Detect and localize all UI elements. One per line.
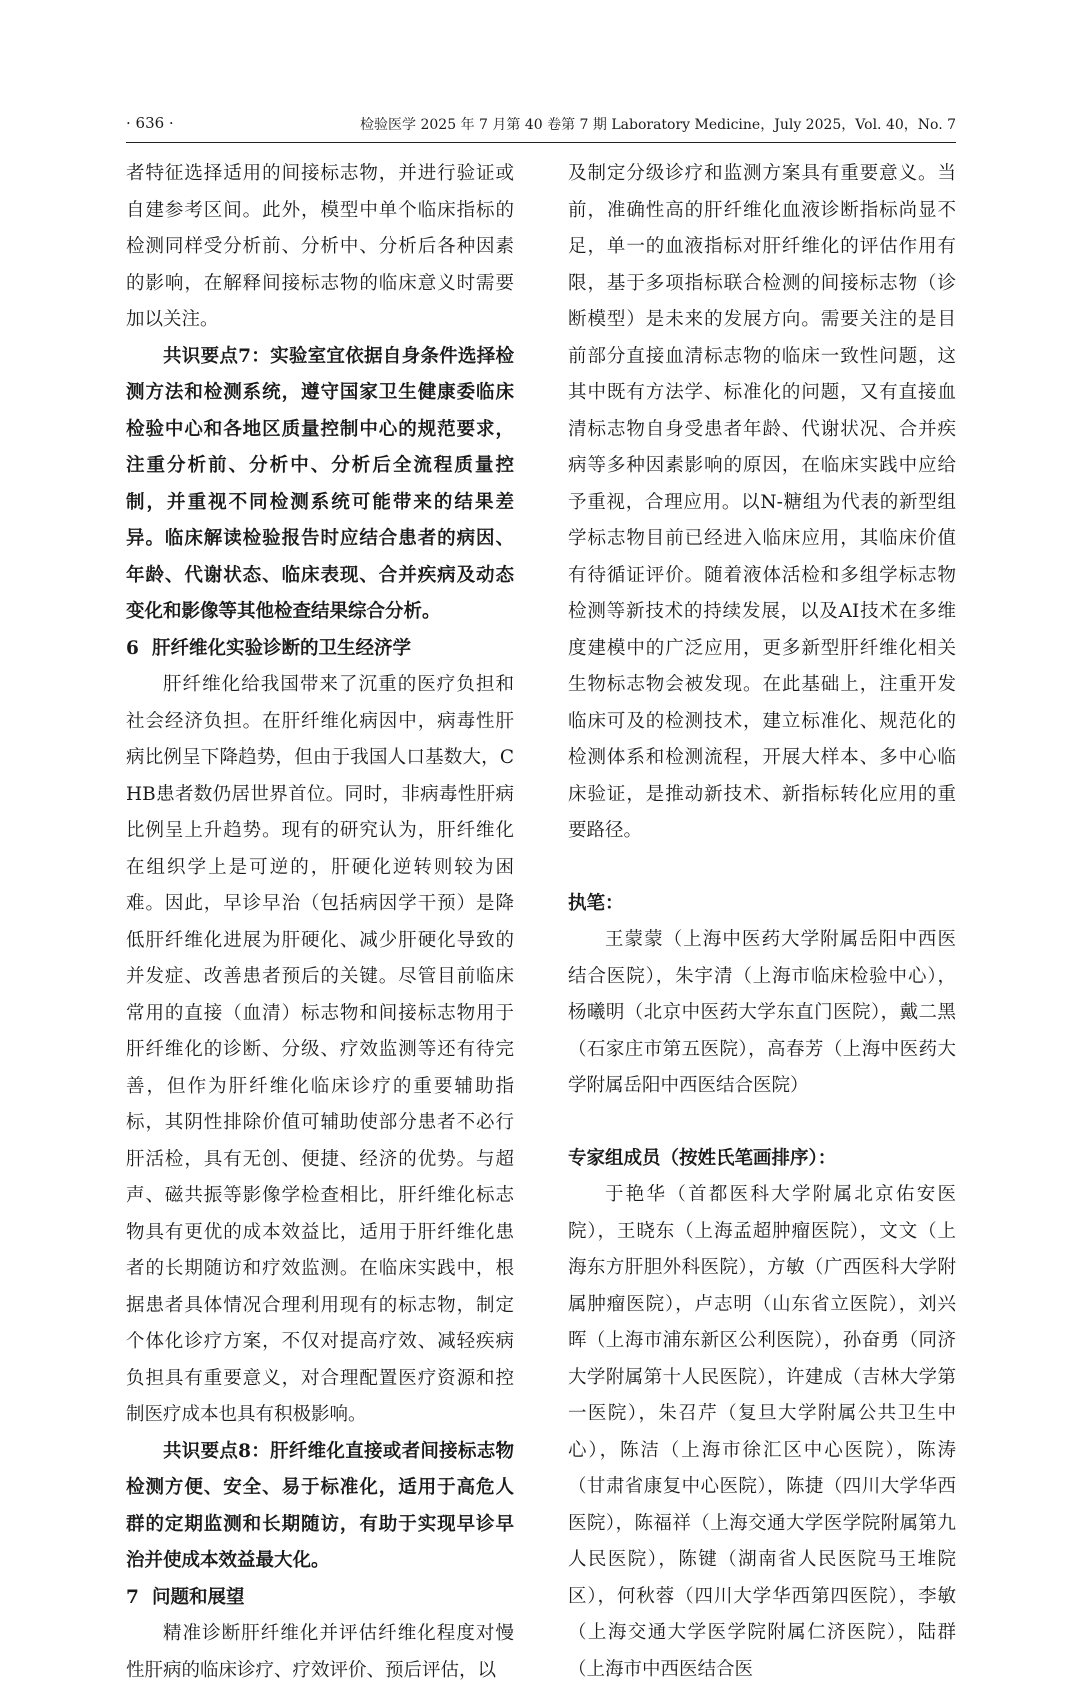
left-column xyxy=(126,156,514,1689)
paragraph: 精准诊断肝纤维化并评估纤维化程度对慢性肝病的临床诊疗、疗效评价、预后评估，以 xyxy=(126,1623,514,1681)
authors-heading: 执笔： xyxy=(568,892,624,914)
paragraph: 及制定分级诊疗和监测方案具有重要意义。当前，准确性高的肝纤维化血液诊断指标尚显不足，单一的血液指标对肝纤维化的评估作用有限，基于多项指标联合检测的间接标志物（诊断模型）是未来的发展方向。需要关注的是目前部分直接血清标志物的临床一致性问题，这其中既有方法学、标准化的问题，又有直接血清标志物自身受患者年龄、代谢状况、合并疾病等多种因素影响的原因，在临床实践中应给予重视，合理应用。以N-糖组为代表的新型组学标志物目前已经进入临床应用，其临床价值有待循证评价。随着液体活检和多组学标志物检测等新技术的持续发展，以及AI技术在多维度建模中的广泛应用，更多新型肝纤维化相关生物标志物会被发现。在此基础上，注重开发临床可及的检测技术，建立标准化、规范化的检测体系和检测流程，开展大样本、多中心临床验证，是推动新技术、新指标转化应用的重要路径。 xyxy=(568,163,956,841)
section-title: 肝纤维化实验诊断的卫生经济学 xyxy=(152,637,412,659)
authors-list: 王蒙蒙（上海中医药大学附属岳阳中西医结合医院），朱宇清（上海市临床检验中心），杨曦明（北京中医药大学东直门医院），戴二黑（石家庄市第五医院），高春芳（上海中医药大学附属岳阳中西医结合医院） xyxy=(568,929,956,1096)
section-heading-6 xyxy=(126,631,514,668)
section-heading-7 xyxy=(126,1580,514,1617)
journal-citation: 检验医学 2025 年 7 月第 40 卷第 7 期 Laboratory Medicine，July 2025，Vol. 40，No. 7 xyxy=(360,117,956,133)
running-header xyxy=(126,112,956,143)
paragraph: 者特征选择适用的间接标志物，并进行验证或自建参考区间。此外，模型中单个临床指标的检测同样受分析前、分析中、分析后各种因素的影响，在解释间接标志物的临床意义时需要加以关注。 xyxy=(126,163,514,330)
experts-heading: 专家组成员（按姓氏笔画排序）： xyxy=(568,1147,837,1169)
consensus-point-7: 共识要点7：实验室宜依据自身条件选择检测方法和检测系统，遵守国家卫生健康委临床检验中心和各地区质量控制中心的规范要求，注重分析前、分析中、分析后全流程质量控制，并重视不同检测系统可能带来的结果差异。临床解读检验报告时应结合患者的病因、年龄、代谢状态、临床表现、合并疾病及动态变化和影像等其他检查结果综合分析。 xyxy=(126,345,514,622)
experts-list: 于艳华（首都医科大学附属北京佑安医院），王晓东（上海孟超肿瘤医院），文文（上海东方肝胆外科医院），方敏（广西医科大学附属肿瘤医院），卢志明（山东省立医院），刘兴晖（上海市浦东新区公利医院），孙奋勇（同济大学附属第十人民医院），许建成（吉林大学第一医院），朱召芹（复旦大学附属公共卫生中心），陈洁（上海市徐汇区中心医院），陈涛（甘肃省康复中心医院），陈捷（四川大学华西医院），陈福祥（上海交通大学医学院附属第九人民医院），陈键（湖南省人民医院马王堆院区），何秋蓉（四川大学华西第四医院），李敏（上海交通大学医学院附属仁济医院），陆群（上海市中西医结合医 xyxy=(568,1184,956,1680)
consensus-point-8: 共识要点8：肝纤维化直接或者间接标志物检测方便、安全、易于标准化，适用于高危人群的定期监测和长期随访，有助于实现早诊早治并使成本效益最大化。 xyxy=(126,1440,514,1571)
right-column xyxy=(568,156,956,1688)
page-number: · 636 · xyxy=(126,114,174,132)
section-number: 6 xyxy=(126,637,139,659)
paragraph: 肝纤维化给我国带来了沉重的医疗负担和社会经济负担。在肝纤维化病因中，病毒性肝病比例呈下降趋势，但由于我国人口基数大，CHB患者数仍居世界首位。同时，非病毒性肝病比例呈上升趋势。现有的研究认为，肝纤维化在组织学上是可逆的，肝硬化逆转则较为困难。因此，早诊早治（包括病因学干预）是降低肝纤维化进展为肝硬化、减少肝硬化导致的并发症、改善患者预后的关键。尽管目前临床常用的直接（血清）标志物和间接标志物用于肝纤维化的诊断、分级、疗效监测等还有待完善，但作为肝纤维化临床诊疗的重要辅助指标，其阴性排除价值可辅助使部分患者不必行肝活检，具有无创、便捷、经济的优势。与超声、磁共振等影像学检查相比，肝纤维化标志物具有更优的成本效益比，适用于肝纤维化患者的长期随访和疗效监测。在临床实践中，根据患者具体情况合理利用现有的标志物，制定个体化诊疗方案，不仅对提高疗效、减轻疾病负担具有重要意义，对合理配置医疗资源和控制医疗成本也具有积极影响。 xyxy=(126,674,514,1425)
section-title: 问题和展望 xyxy=(152,1586,245,1608)
section-number: 7 xyxy=(126,1586,139,1608)
